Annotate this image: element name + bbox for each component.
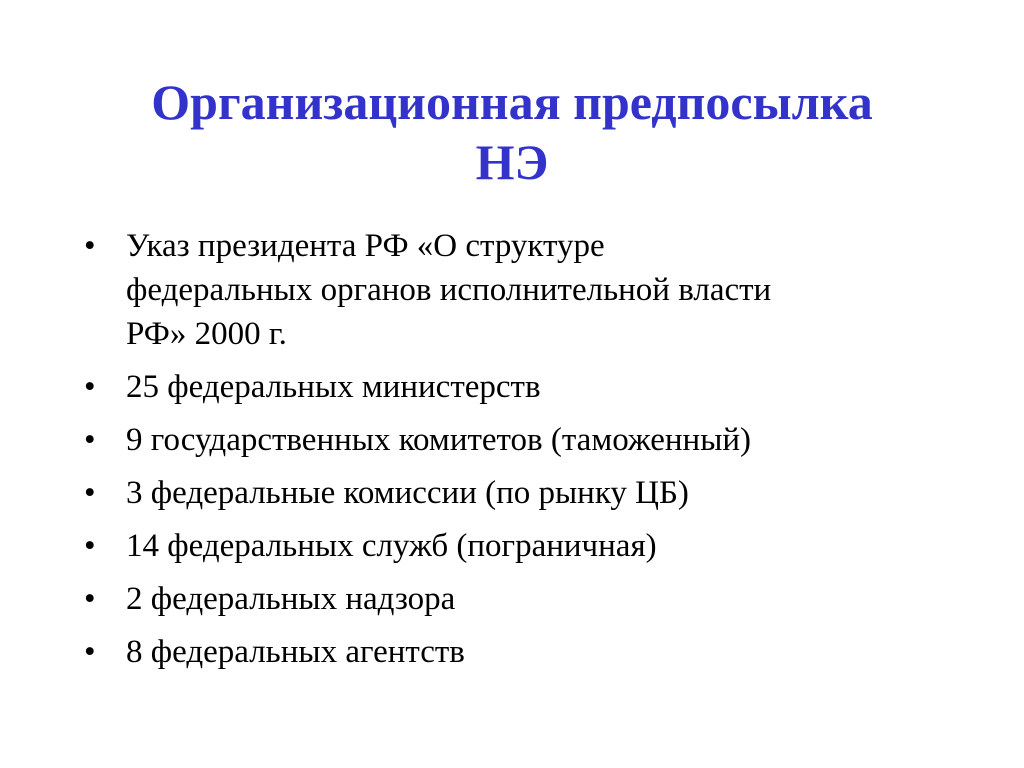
bullet-text-line: РФ» 2000 г. (126, 316, 287, 352)
bullet-icon: • (84, 581, 96, 617)
bullet-text: 25 федеральных министерств (126, 369, 541, 405)
bullet-icon: • (84, 422, 96, 458)
slide-title (0, 72, 1024, 192)
bullet-text-line: федеральных органов исполнительной власти (126, 272, 772, 308)
bullet-icon: • (84, 475, 96, 511)
bullet-icon: • (84, 634, 96, 670)
bullet-icon: • (84, 528, 96, 564)
bullet-item-ministries (84, 365, 964, 409)
bullet-list (84, 224, 964, 683)
bullet-item-commissions (84, 471, 964, 515)
bullet-item-agencies (84, 630, 964, 674)
bullet-text: 3 федеральные комиссии (по рынку ЦБ) (126, 475, 689, 511)
bullet-item-state-committees (84, 418, 964, 462)
bullet-item-services (84, 524, 964, 568)
bullet-item-decree (84, 224, 964, 356)
bullet-icon: • (84, 228, 96, 264)
bullet-icon: • (84, 369, 96, 405)
slide-title-line-1: Организационная предпосылка (151, 74, 873, 130)
bullet-text (126, 224, 964, 356)
slide-title-line-2: НЭ (475, 134, 549, 190)
bullet-text: 14 федеральных служб (пограничная) (126, 528, 657, 564)
bullet-text-line: Указ президента РФ «О структуре (126, 228, 605, 264)
bullet-text: 2 федеральных надзора (126, 581, 456, 617)
bullet-item-supervisions (84, 577, 964, 621)
bullet-text: 8 федеральных агентств (126, 634, 465, 670)
bullet-text: 9 государственных комитетов (таможенный) (126, 422, 752, 458)
